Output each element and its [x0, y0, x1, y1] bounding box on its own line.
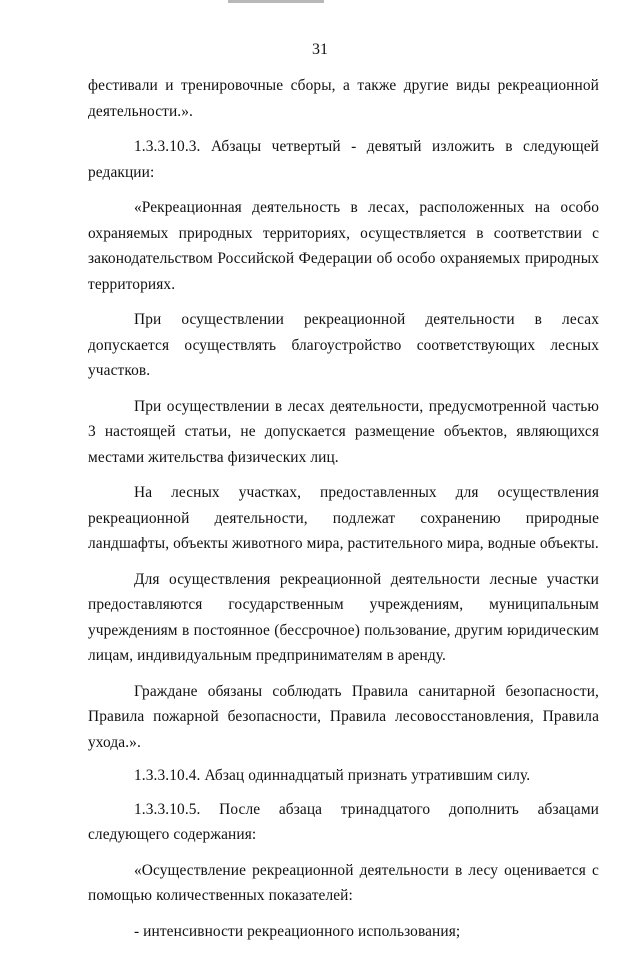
paragraph-item-1-3-3-10-4: 1.3.3.10.4. Абзац одиннадцатый признать утратившим силу.	[134, 767, 531, 784]
page-number: 31	[312, 41, 328, 58]
document-body	[88, 73, 599, 954]
paragraph-provision: Для осуществления рекреационной деятельности лесные участки предоставляются государственным учреждениям, муниципальным учреждениям в постоянное (бессрочное) пользование, другим юридическим лицам, индивидуальным предпринимателям в аренду.	[88, 570, 599, 664]
paragraph-preservation: На лесных участках, предоставленных для осуществления рекреационной деятельности, подлежат сохранению природные ландшафты, объекты животного мира, растительного мира, водные объекты.	[88, 484, 599, 552]
paragraph-item-1-3-3-10-3: 1.3.3.10.3. Абзацы четвертый - девятый изложить в следующей редакции:	[88, 138, 599, 181]
paragraph-landscaping: При осуществлении рекреационной деятельности в лесах допускается осуществлять благоустройство соответствующих лесных участков.	[88, 311, 599, 379]
paragraph-assessment: «Осуществление рекреационной деятельности в лесу оценивается с помощью количественных показателей:	[88, 861, 599, 904]
paragraph-citizen-rules: Граждане обязаны соблюдать Правила санитарной безопасности, Правила пожарной безопасности, Правила лесовосстановления, Правила ухода.».	[88, 682, 599, 751]
paragraph-residence-ban: При осуществлении в лесах деятельности, предусмотренной частью 3 настоящей статьи, не допускается размещение объектов, являющихся местами жительства физических лиц.	[88, 397, 599, 466]
paragraph-quote-start: «Рекреационная деятельность в лесах, расположенных на особо охраняемых природных территориях, осуществляется в соответствии с законодательством Российской Федерации об особо охраняемых природных территориях.	[88, 199, 599, 293]
list-item-intensity: - интенсивности рекреационного использования;	[134, 922, 461, 940]
scan-top-mark	[228, 0, 324, 3]
paragraph-continuation: фестивали и тренировочные сборы, а также другие виды рекреационной деятельности.».	[88, 77, 599, 120]
paragraph-item-1-3-3-10-5: 1.3.3.10.5. После абзаца тринадцатого дополнить абзацами следующего содержания:	[88, 800, 599, 843]
